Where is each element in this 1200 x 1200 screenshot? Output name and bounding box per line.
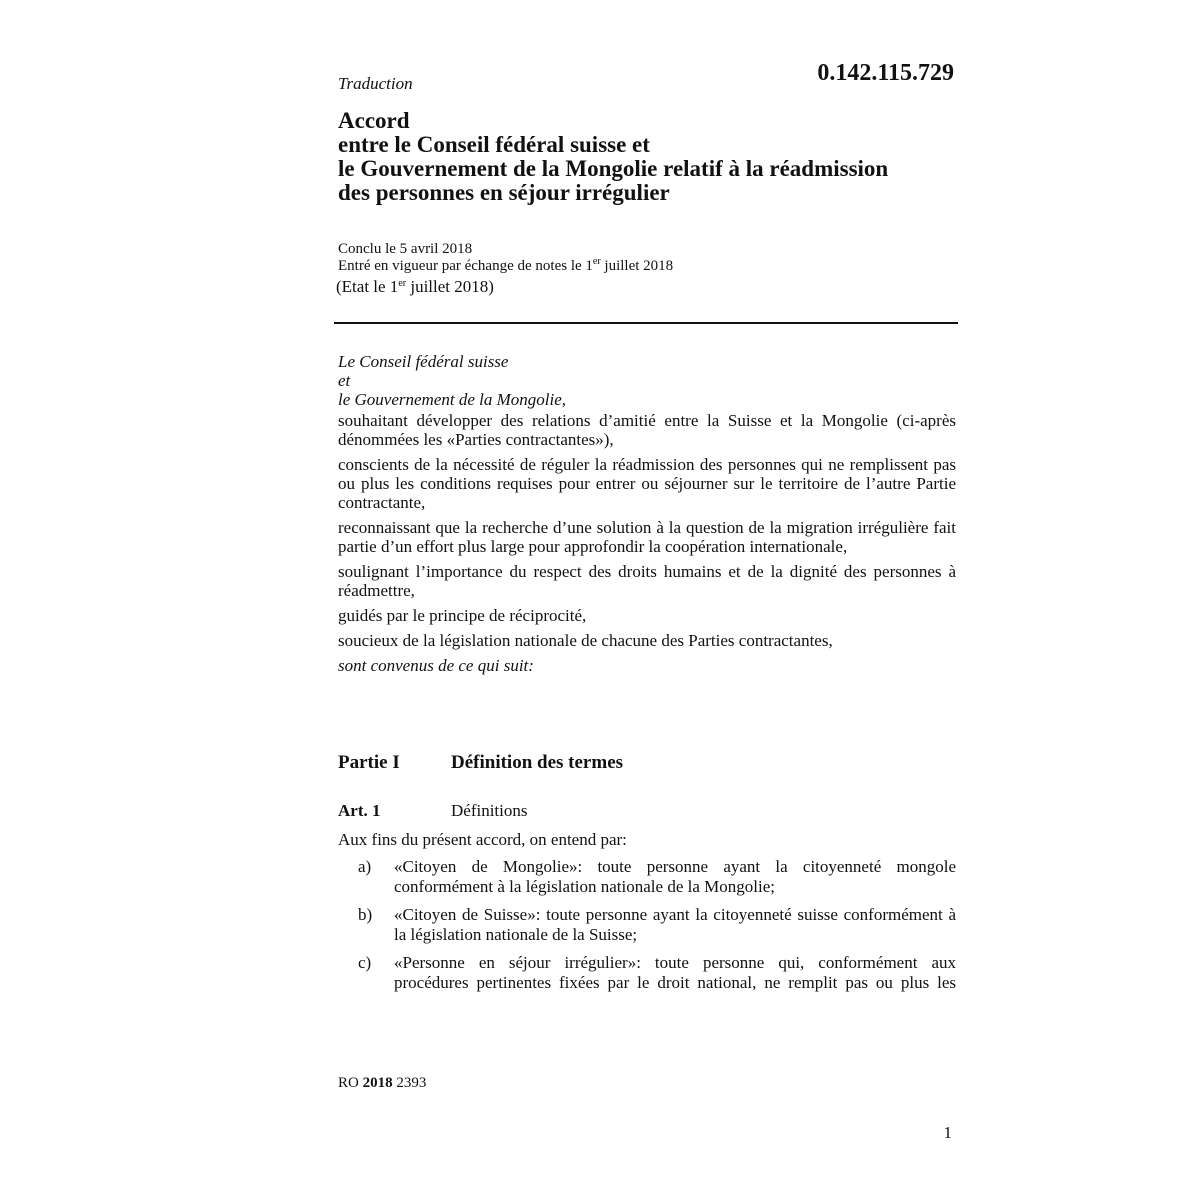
article-title: Définitions [451, 801, 528, 820]
title-line: des personnes en séjour irrégulier [338, 180, 670, 205]
item-letter: c) [358, 953, 372, 972]
page-number: 1 [943, 1123, 952, 1142]
party-line: le Gouvernement de la Mongolie, [338, 390, 567, 409]
document-label: Traduction [338, 74, 413, 93]
title-line: le Gouvernement de la Mongolie relatif à la réadmission [338, 156, 889, 181]
article-number: Art. 1 [338, 801, 381, 820]
item-text: «Personne en séjour irrégulier»: toute personne qui, conformément aux procédures pertinentes fixées par le droit national, ne remplit pas ou plus les [394, 953, 956, 992]
title-line: Accord [338, 108, 410, 133]
concluded-date: Conclu le 5 avril 2018 [338, 241, 473, 257]
preamble-paragraph: reconnaissant que la recherche d’une solution à la question de la migration irrégulière fait partie d’un effort plus large pour approfondir la coopération internationale, [338, 518, 956, 556]
item-text: «Citoyen de Mongolie»: toute personne ayant la citoyenneté mongole conformément à la législation nationale de la Mongolie; [394, 857, 956, 896]
list-item [338, 953, 956, 993]
article-intro: Aux fins du présent accord, on entend par: [338, 830, 627, 849]
document-title [338, 109, 958, 205]
preamble-paragraph: soulignant l’importance du respect des droits humains et de la dignité des personnes à réadmettre, [338, 562, 956, 600]
party-line: Le Conseil fédéral suisse [338, 352, 509, 371]
item-letter: a) [358, 857, 372, 876]
party-line: et [338, 371, 351, 390]
header-divider [334, 322, 958, 324]
item-text: «Citoyen de Suisse»: toute personne ayant la citoyenneté suisse conformément à la législation nationale de la Suisse; [394, 905, 956, 944]
part-label: Partie I [338, 752, 400, 773]
sr-number: 0.142.115.729 [817, 60, 954, 86]
preamble-paragraph: guidés par le principe de réciprocité, [338, 606, 587, 625]
part-heading [338, 752, 623, 774]
entry-into-force: Entré en vigueur par échange de notes le 1er juillet 2018 [338, 256, 674, 274]
list-item [338, 857, 956, 897]
contracting-parties [338, 352, 956, 409]
part-title: Définition des termes [451, 752, 624, 773]
item-letter: b) [358, 905, 373, 924]
official-compilation-reference: RO 2018 2393 [338, 1075, 427, 1091]
preamble-paragraph: conscients de la nécessité de réguler la réadmission des personnes qui ne remplissent pas ou plus les conditions requises pour entrer ou séjourner sur le territoire de l’autre Partie contractante, [338, 455, 956, 512]
preamble-paragraph: souhaitant développer des relations d’amitié entre la Suisse et la Mongolie (ci-après dénommées les «Parties contractantes»), [338, 411, 956, 449]
consent-clause: sont convenus de ce qui suit: [338, 656, 534, 675]
preamble-paragraph: soucieux de la législation nationale de chacune des Parties contractantes, [338, 631, 833, 650]
definitions-list [338, 857, 956, 1001]
preamble [338, 352, 956, 675]
title-line: entre le Conseil fédéral suisse et [338, 132, 650, 157]
status-date: (Etat le 1er juillet 2018) [336, 277, 494, 296]
article-heading [338, 801, 528, 821]
document-meta [338, 241, 673, 295]
list-item [338, 905, 956, 945]
